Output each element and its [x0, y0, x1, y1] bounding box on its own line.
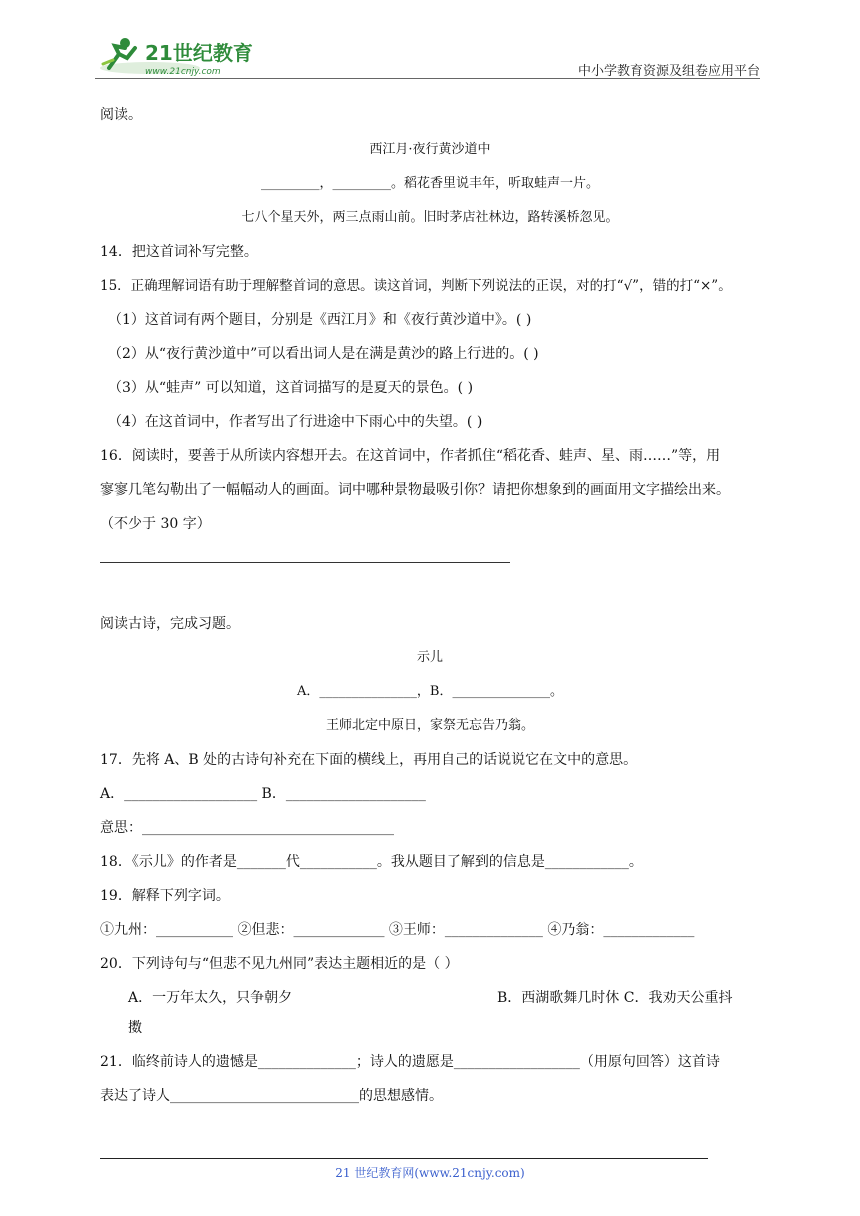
question-17: 17．先将 A、B 处的古诗句补充在下面的横线上，再用自己的话说说它在文中的意思。 [100, 752, 638, 768]
question-17-meaning: 意思：____________________________________ [100, 820, 394, 836]
section2-intro: 阅读古诗，完成习题。 [100, 616, 240, 632]
poem2-line1: A．_______________，B．_______________。 [297, 684, 563, 699]
logo-21cnjy-icon [95, 34, 265, 78]
question-21-line2: 表达了诗人___________________________的思想感情。 [100, 1088, 443, 1104]
poem1-line2: 七八个星天外，两三点雨山前。旧时茅店社林边，路转溪桥忽见。 [241, 210, 619, 225]
poem2-line2: 王师北定中原日，家祭无忘告乃翁。 [325, 718, 534, 733]
question-20-option-bc: B．西湖歌舞几时休 C．我劝天公重抖 [497, 990, 733, 1006]
question-21-line1: 21．临终前诗人的遗憾是______________；诗人的遗愿是__________________（用原句回答）这首诗 [100, 1054, 720, 1070]
logo-text: 21世纪教育 [145, 41, 253, 65]
question-15-3: （3）从“蛙声” 可以知道，这首词描写的是夏天的景色。( ) [108, 380, 474, 396]
question-19: 19．解释下列字词。 [100, 888, 230, 904]
question-15: 15．正确理解词语有助于理解整首词的意思。读这首词，判断下列说法的正误，对的打“√”，错的打“×”。 [100, 278, 732, 294]
question-16-line1: 16．阅读时，要善于从所读内容想开去。在这首词中，作者抓住“稻花香、蛙声、星、雨……”等，用 [100, 448, 721, 464]
poem2-title: 示儿 [416, 650, 443, 665]
section1-intro: 阅读。 [100, 107, 142, 123]
logo-url: www.21cnjy.com [145, 67, 221, 77]
page-header [95, 30, 760, 80]
footer-link[interactable]: 21 世纪教育网(www.21cnjy.com) [335, 1166, 525, 1180]
question-20-option-c-wrap: 擞 [128, 1020, 142, 1036]
question-16-line2: 寥寥几笔勾勒出了一幅幅动人的画面。词中哪种景物最吸引你？请把你想象到的画面用文字描绘出来。 [100, 482, 730, 498]
header-divider [95, 78, 760, 79]
question-20: 20．下列诗句与“但悲不见九州同”表达主题相近的是（ ） [100, 956, 459, 972]
poem1-line1: _________，_________。稻花香里说丰年，听取蛙声一片。 [260, 176, 599, 191]
question-15-2: （2）从“夜行黄沙道中”可以看出词人是在满是黄沙的路上行进的。( ) [108, 346, 539, 362]
poem1-title: 西江月·夜行黄沙道中 [369, 142, 491, 157]
question-18: 18．《示儿》的作者是_______代___________。我从题目了解到的信息是____________。 [100, 854, 643, 870]
footer-divider [100, 1158, 708, 1159]
header-platform-text: 中小学教育资源及组卷应用平台 [577, 64, 760, 79]
question-17-ab: A．___________________ B．____________________ [100, 786, 426, 802]
question-20-option-a: A．一万年太久，只争朝夕 [128, 990, 293, 1006]
question-16-line3: （不少于 30 字） [100, 516, 211, 532]
question-14: 14．把这首词补写完整。 [100, 244, 258, 260]
question-15-4: （4）在这首词中，作者写出了行进途中下雨心中的失望。( ) [108, 414, 483, 430]
question-19-items: ①九州：___________ ②但悲：_____________ ③王师：______________ ④乃翁：_____________ [100, 922, 695, 938]
answer-line-16[interactable] [100, 562, 510, 563]
question-15-1: （1）这首词有两个题目，分别是《西江月》和《夜行黄沙道中》。( ) [108, 312, 532, 328]
